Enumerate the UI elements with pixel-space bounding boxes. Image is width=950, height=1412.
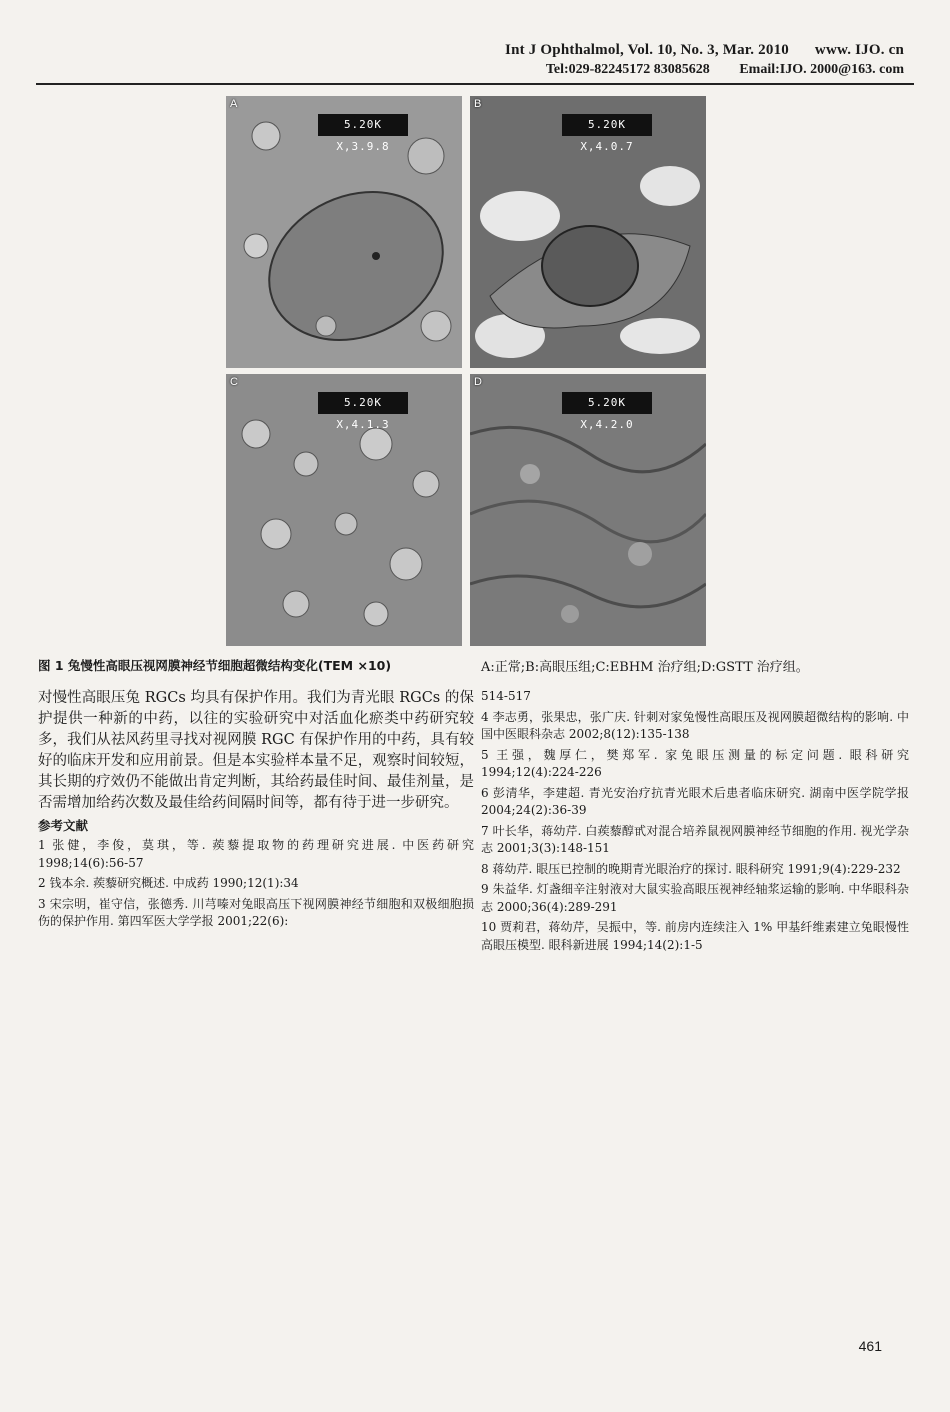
panel-c-scale: 5.20K X,4.1.3 — [318, 392, 408, 414]
panel-b-label: B — [474, 98, 482, 110]
reference-item: 1 张健，李俊，莫琪，等. 蒺藜提取物的药理研究进展. 中医药研究 1998;14(6):56-57 — [38, 838, 474, 870]
panel-c-label: C — [230, 376, 238, 388]
page-number: 461 — [858, 1338, 882, 1354]
panel-a-label: A — [230, 98, 238, 110]
figure-caption-legend: A:正常;B:高眼压组;C:EBHM 治疗组;D:GSTT 治疗组。 — [481, 660, 809, 675]
reference-item: 8 蒋幼芹. 眼压已控制的晚期青光眼治疗的探讨. 眼科研究 1991;9(4):229-232 — [481, 861, 901, 876]
contact-info — [546, 62, 904, 78]
figure-panel-a — [226, 96, 462, 368]
contact-tel: Tel:029-82245172 83085628 — [545, 62, 710, 77]
reference-item: 2 钱本余. 蒺藜研究概述. 中成药 1990;12(1):34 — [38, 876, 299, 890]
figure-panel-b — [470, 96, 706, 368]
reference-item: 9 朱益华. 灯盏细辛注射液对大鼠实验高眼压视神经轴浆运输的影响. 中华眼科杂志 2000;36(4):289-291 — [481, 882, 909, 914]
references-title: 参考文献 — [38, 818, 89, 833]
contact-email[interactable]: Email:IJO. 2000@163. com — [739, 62, 904, 77]
journal-info — [505, 42, 904, 59]
figure-panel-c — [226, 374, 462, 646]
figure-caption-title: 图 1 兔慢性高眼压视网膜神经节细胞超微结构变化(TEM ×10) — [38, 658, 392, 673]
panel-d-scale: 5.20K X,4.2.0 — [562, 392, 652, 414]
tem-figure — [226, 96, 706, 656]
reference-item: 5 王强，魏厚仁，樊郑军. 家兔眼压测量的标定问题. 眼科研究 1994;12(4):224-226 — [481, 747, 909, 779]
page-header — [0, 0, 950, 90]
header-rule — [36, 83, 914, 85]
body-text — [38, 688, 474, 814]
reference-item: 3 宋宗明，崔守信，张德秀. 川芎嗪对兔眼高压下视网膜神经节细胞和双极细胞损伤的保护作用. 第四军医大学学报 2001;22(6): — [38, 896, 474, 928]
right-column — [481, 688, 909, 957]
figure-panel-d — [470, 374, 706, 646]
panel-a-scale: 5.20K X,3.9.8 — [318, 114, 408, 136]
journal-website[interactable]: www. IJO. cn — [814, 42, 904, 58]
reference-item: 7 叶长华，蒋幼芹. 白蒺藜醇甙对混合培养鼠视网膜神经节细胞的作用. 视光学杂志 2001;3(3):148-151 — [481, 823, 909, 855]
reference-item: 4 李志勇，张果忠，张广庆. 针刺对家兔慢性高眼压及视网膜超微结构的影响. 中国中医眼科杂志 2002;8(12):135-138 — [481, 709, 909, 741]
reference-item: 514-517 — [481, 689, 531, 703]
reference-item: 10 贾莉君，蒋幼芹，吴振中，等. 前房内连续注入 1% 甲基纤维素建立兔眼慢性高眼压模型. 眼科新进展 1994;14(2):1-5 — [481, 920, 909, 952]
body-paragraph: 对慢性高眼压兔 RGCs 均具有保护作用。我们为青光眼 RGCs 的保护提供一种新的中药，以往的实验研究中对活血化瘀类中药研究较多，我们从祛风药里寻找对视网膜 RGC 有保护作用的中药，具有较好的临床开发和应用前景。但是本实验样本量不足，观察时间较短，其长期的疗效仍不能做出肯定判断，其给药最佳时间、最佳剂量，是否需增加给药次数及最佳给药间隔时间等，都有待于进一步研究。 — [38, 690, 474, 811]
reference-item: 6 彭清华，李建超. 青光安治疗抗青光眼术后患者临床研究. 湖南中医学院学报 2004;24(2):36-39 — [481, 785, 909, 817]
left-column — [38, 688, 474, 934]
panel-d-label: D — [474, 376, 482, 388]
journal-citation: Int J Ophthalmol, Vol. 10, No. 3, Mar. 2010 — [505, 42, 789, 58]
panel-b-scale: 5.20K X,4.0.7 — [562, 114, 652, 136]
